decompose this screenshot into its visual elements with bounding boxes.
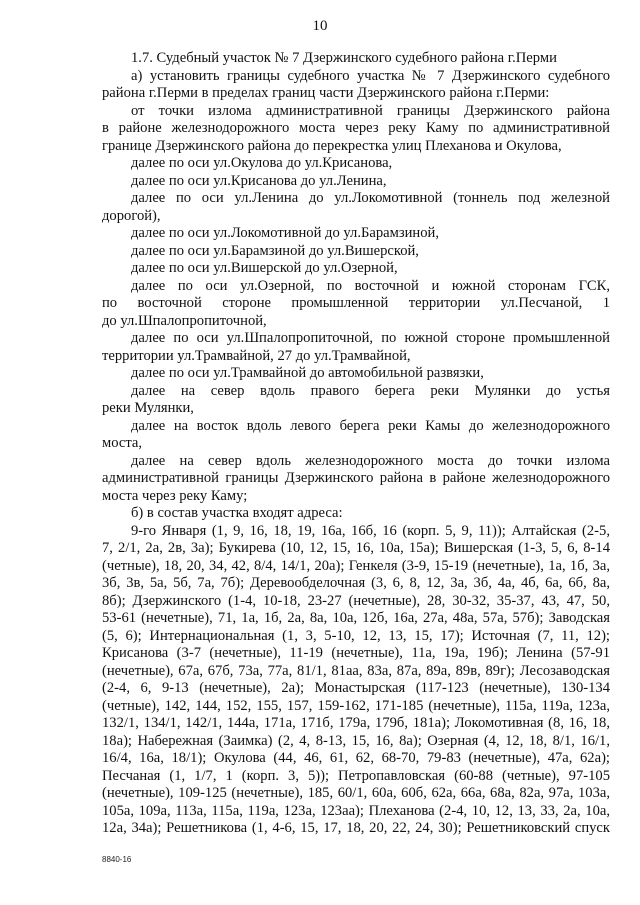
text-line: далее по оси ул.Шпалопропиточной, по южной стороне промышленной: [131, 330, 610, 346]
text-line: далее по оси ул.Трамвайной до автомобильной развязки,: [131, 365, 484, 381]
text-line: (2-4, 6, 9-13 (нечетные), 2а); Монастырская (117-123 (нечетные), 130-134: [102, 680, 610, 696]
text-line: моста,: [102, 435, 143, 451]
text-line: (четные), 18, 20, 34, 42, 8/4, 14/1, 20а); Генкеля (3-9, 15-19 (нечетные), 1а, 1б, 3а,: [102, 557, 610, 574]
text-line: до ул.Шпалопропиточной,: [102, 312, 267, 329]
text-line: территории ул.Трамвайной, 27 до ул.Трамвайной,: [102, 347, 411, 364]
text-line: моста через реку Каму;: [102, 487, 248, 504]
text-line: далее по оси ул.Барамзиной до ул.Вишерской,: [131, 242, 419, 259]
text-line: Песчаная (1, 1/7, 1 (корп. 3, 5)); Петропавловская (60-88 (четные), 97-105: [102, 767, 610, 784]
text-line: (нечетные), 67а, 67б, 73а, 77а, 81/1, 81аа, 83а, 87а, 89а, 89в, 89г); Лесозаводская: [102, 662, 610, 679]
text-line: далее по оси ул.Озерной, по восточной и южной сторонам ГСК,: [131, 277, 610, 294]
text-line: далее по оси ул.Вишерской до ул.Озерной,: [131, 260, 398, 276]
text-line: 3б, 3в, 5а, 5б, 7а, 7б); Деревообделочная (3, 6, 8, 12, 3а, 3б, 4а, 4б, 6а, 6б, 8а,: [102, 575, 610, 591]
text-line: далее по оси ул.Ленина до ул.Локомотивной (тоннель под железной: [131, 190, 610, 206]
text-line: 12а, 34а); Решетникова (1, 4-6, 15, 17, 18, 20, 22, 24, 30); Решетниковский спуск: [102, 820, 610, 836]
text-line: 1.7. Судебный участок № 7 Дзержинского судебного района г.Перми: [131, 50, 557, 66]
text-line: 18а); Набережная (Заимка) (2, 4, 8-13, 15, 16, 8а); Озерная (4, 12, 18, 8/1, 16/1,: [102, 732, 610, 749]
text-line: далее на север вдоль правого берега реки Мулянки до устья: [131, 382, 610, 399]
text-line: б) в состав участка входят адреса:: [131, 505, 343, 521]
footer-code: 8840-16: [102, 855, 132, 864]
text-line: в районе железнодорожного моста через реку Каму по административной: [102, 120, 610, 136]
text-line: 53-61 (нечетные), 71, 1а, 1б, 2а, 8а, 10а, 12б, 16а, 27а, 48а, 57а, 57б); Заводская: [102, 610, 610, 626]
text-line: границе Дзержинского района до перекрестка улиц Плеханова и Окулова,: [102, 137, 562, 154]
text-line: далее на восток вдоль левого берега реки Камы до железнодорожного: [131, 417, 610, 434]
text-line: 9-го Января (1, 9, 16, 18, 19, 16а, 16б, 16 (корп. 5, 9, 11)); Алтайская (2-5,: [131, 522, 610, 539]
text-line: (5, 6); Интернациональная (1, 3, 5-10, 12, 13, 15, 17); Источная (7, 11, 12);: [102, 627, 610, 644]
text-line: реки Мулянки,: [102, 400, 194, 416]
text-line: 16/4, 16а, 18/1); Окулова (44, 46, 61, 62, 68-70, 79-83 (нечетные), 47а, 62а);: [102, 750, 610, 766]
document-body: [102, 50, 610, 838]
text-line: района г.Перми в пределах границ части Дзержинского района г.Перми:: [102, 85, 550, 101]
text-line: Крисанова (3-7 (нечетные), 11-19 (нечетные), 11а, 19а, 19б); Ленина (57-91: [102, 645, 610, 661]
text-line: далее по оси ул.Локомотивной до ул.Барамзиной,: [131, 225, 439, 241]
text-line: (нечетные), 109-125 (нечетные), 185, 60/1, 60а, 60б, 62а, 66а, 68а, 82а, 97а, 103а,: [102, 785, 610, 801]
page-number: 10: [312, 18, 328, 34]
text-line: далее на север вдоль железнодорожного моста до точки излома: [131, 452, 610, 469]
text-line: 7, 2/1, 2а, 2в, 3а); Букирева (10, 12, 15, 16, 10а, 15а); Вишерская (1-3, 5, 6, 8-14: [102, 540, 610, 556]
text-line: дорогой),: [102, 207, 161, 224]
text-line: далее по оси ул.Крисанова до ул.Ленина,: [131, 172, 387, 189]
text-line: а) установить границы судебного участка № 7 Дзержинского судебного: [131, 67, 610, 84]
text-line: от точки излома административной границы Дзержинского района: [131, 102, 610, 119]
text-line: 132/1, 134/1, 142/1, 144а, 171а, 171б, 179а, 179б, 181а); Локомотивная (8, 16, 18,: [102, 715, 610, 731]
text-line: административной границы Дзержинского района в районе железнодорожного: [102, 470, 610, 486]
text-line: 8б); Дзержинского (1-4, 10-18, 23-27 (нечетные), 28, 30-32, 35-37, 43, 47, 50,: [102, 592, 610, 609]
text-line: по восточной стороне промышленной территории ул.Песчаной, 1: [102, 295, 610, 311]
text-line: 105а, 109а, 113а, 115а, 119а, 123а, 123аа); Плеханова (2-4, 10, 12, 13, 33, 2а, 10а,: [102, 802, 610, 819]
text-line: далее по оси ул.Окулова до ул.Крисанова,: [131, 155, 393, 171]
text-line: (четные), 142, 144, 152, 155, 157, 159-162, 171-185 (нечетные), 115а, 119а, 123а,: [102, 697, 610, 714]
